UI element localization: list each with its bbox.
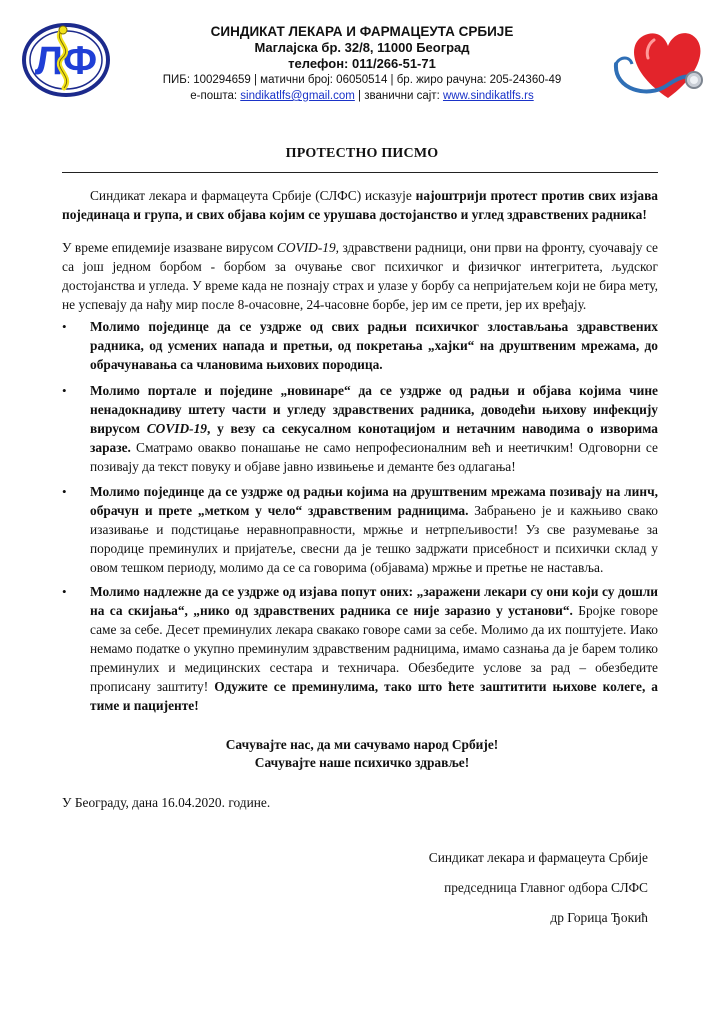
covid-term: COVID-19 xyxy=(146,421,207,436)
intro-bold: најоштрији протест против свих изјава појединаца и група, и свих објава којим се урушава достојанство и углед здравствених радника! xyxy=(62,188,658,222)
letterhead-text xyxy=(120,24,604,104)
logo-letters: ЛФ xyxy=(34,39,98,83)
list-item-normal: Бројке говоре саме за себе. Десет преминулих лекара свакако говоре сами за себе. Молимо да их поштујете. Иако немамо податке о укупно преминулим здравственим радницима, имамо сазнања да је барем толико преминулих и медицинских сестара и техничара. Обезбедите услове за рад – обезбедите прописану заштиту! xyxy=(90,603,658,694)
list-item-bold-a: Молимо портале и појединe „новинаре“ да се уздрже од радњи и објава којима чине ненадокнадиву штету части и угледу здравствених радника, доводећи њихову инфекцију вирусом xyxy=(90,383,658,436)
letter-body xyxy=(62,186,658,713)
heart-stethoscope-icon xyxy=(608,20,706,104)
list-item-bold-end: Одужите се преминулима, тако што ћете заштитити њихове колеге, а тиме и пацијенте! xyxy=(90,679,658,713)
covid-term: COVID-19, xyxy=(276,240,340,255)
list-item-normal: Забрањено је и кажњиво свако изазивање и подстицање неравноправности, мржње и нетрпељивости! Уз све разумевање за породице преминулих и пријатеље, свесни да је тешко задржати присебност и психички склад у овом тешком периоду, молимо да се са говорима (објавама) мржње и претње не наставља. xyxy=(90,503,658,575)
list-item-bold: Молимо појединце да се уздрже од радњи којима на друштвеним мрежама позивају на линч, обрачун и прете „метком у чело“ здравственим радницима. xyxy=(90,484,658,518)
lf-logo-icon xyxy=(22,22,110,98)
bullet-icon: • xyxy=(62,584,67,599)
title-divider xyxy=(62,172,658,173)
site-label: | званични сајт: xyxy=(354,90,443,102)
list-item-text xyxy=(90,381,658,476)
list-item-bold-b: , у везу са секусалном конотацијом и нетачним наводима о изворима заразе. xyxy=(90,421,658,455)
list-item-text xyxy=(90,582,658,715)
org-ids: ПИБ: 100294659 | матични број: 06050514 | бр. жиро рачуна: 205-24360-49 xyxy=(162,74,562,86)
org-phone: телефон: 011/266-51-71 xyxy=(288,56,436,71)
list-item xyxy=(62,381,658,476)
closing-line-1: Сачувајте нас, да ми сачувамо народ Србије! xyxy=(225,737,499,752)
bullet-icon: • xyxy=(62,319,67,334)
email-label: е-пошта: xyxy=(190,90,241,102)
intro-text: Синдикат лекара и фармацеута Србије (СЛФС) исказује xyxy=(90,188,416,203)
list-item-bold: Молимо појединце да се уздрже од свих радњи психичког злостављања здравствених радника, од усмених напада и претњи, од покретања „хајки“ на друштвеним мрежама, до обрачунавања са члановима њихових породица. xyxy=(90,319,658,372)
org-address: Маглајска бр. 32/8, 11000 Београд xyxy=(254,40,470,55)
list-item-text xyxy=(90,482,658,577)
epidemic-text-b: здравствени радници, они први на фронту, суочавају се са још једном борбом - борбом за очување свог психичког и физичког интегритета, људског достојанства и угледа. У време када не познају страх и улазе у борбу са непријатељем који не бира мету, не успевају да нађу мир после 8-очасовне, 24-часовне борбе, јер им се прети, јер их вређају. xyxy=(62,240,658,312)
org-contacts xyxy=(120,88,604,104)
list-item xyxy=(62,317,658,374)
epidemic-text-a: У време епидемије изазване вирусом xyxy=(62,240,277,255)
list-item xyxy=(62,482,658,577)
closing-line-2: Сачувајте наше психичко здравље! xyxy=(254,755,470,770)
bullet-icon: • xyxy=(62,484,67,499)
bullet-icon: • xyxy=(62,383,67,398)
list-item-normal: Сматрамо овакво понашање не само непрофесионалним већ и неетичким! Одговорни се позивају да текст повуку и објаве јавно извињење и демантe без одлагања! xyxy=(90,440,658,474)
letter-date: У Београду, дана 16.04.2020. године. xyxy=(62,795,271,810)
website-link[interactable]: www.sindikatlfs.rs xyxy=(442,90,534,102)
signature-org: Синдикат лекара и фармацеута Србије xyxy=(428,850,648,865)
signature-role: председница Главног одбора СЛФС xyxy=(444,880,648,895)
org-name: СИНДИКАТ ЛЕКАРА И ФАРМАЦЕУТА СРБИЈЕ xyxy=(210,24,514,39)
letterhead xyxy=(0,0,724,110)
closing-appeal xyxy=(0,736,724,772)
signature-name: др Горица Ђокић xyxy=(550,910,648,925)
email-link[interactable]: sindikatlfs@gmail.com xyxy=(240,90,355,102)
epidemic-paragraph xyxy=(62,238,658,314)
list-item xyxy=(62,582,658,715)
list-item-text xyxy=(90,317,658,374)
list-item-bold: Молимо надлежне да се уздрже од изјава попут оних: „заражени лекари су они који су дошли на са скијања“, „нико од здравствених радника се није заразио у установи“. xyxy=(90,584,658,618)
letter-title: ПРОТЕСТНО ПИСМО xyxy=(285,146,439,161)
intro-paragraph xyxy=(62,186,658,224)
